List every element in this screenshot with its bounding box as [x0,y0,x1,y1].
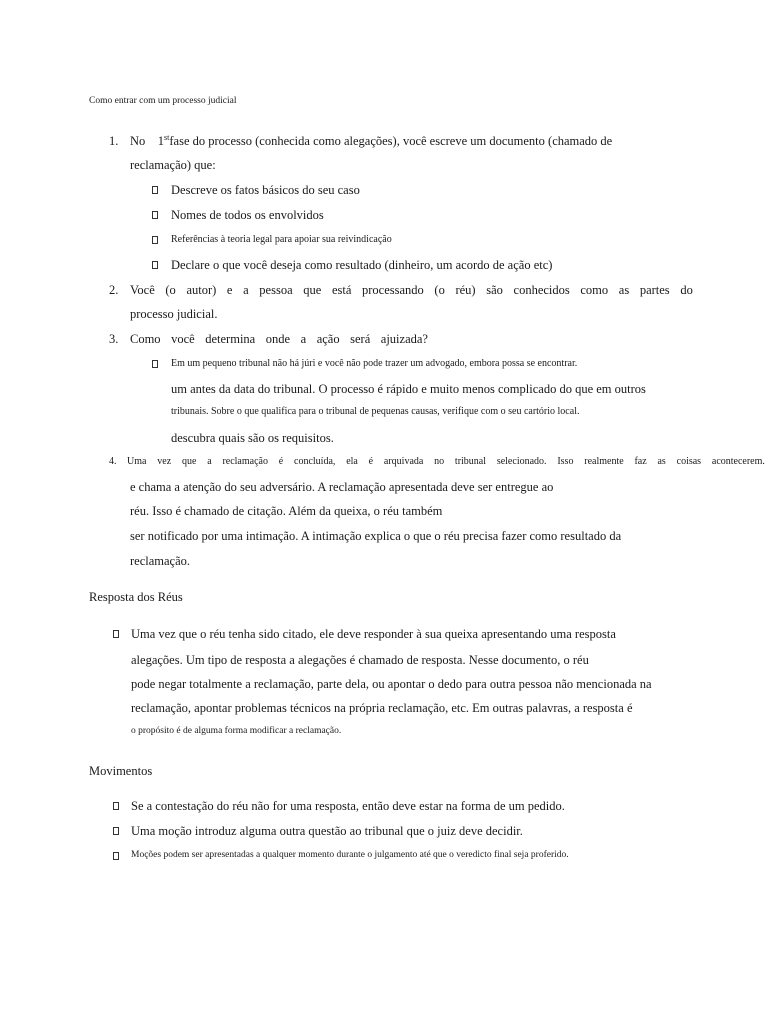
justified-word: ajuizada? [380,332,428,346]
item3-line3: tribunais. Sobre o que qualifica para o tribunal de pequenas causas, verifique com o seu cartório local. [171,406,580,417]
checkbox-bullet-icon [152,236,158,244]
item4-line1 [127,457,765,467]
document-title: Como entrar com um processo judicial [89,96,237,106]
justified-word: e [226,283,233,297]
item4-line5: reclamação. [130,554,191,568]
checkbox-bullet-icon [113,827,119,835]
section-heading-movimentos: Movimentos [89,764,153,778]
item3-line1 [130,333,428,346]
justified-word: é [368,456,374,467]
checkbox-bullet-icon [152,211,158,219]
justified-word: onde [265,332,291,346]
section-heading-resposta: Resposta dos Réus [89,590,183,604]
justified-word: a [300,332,307,346]
justified-word: no [434,456,445,467]
justified-word: processando [362,283,424,297]
justified-word: a [243,283,249,297]
justified-word: concluída, [294,456,336,467]
item2-line1 [130,284,693,297]
item3-line4: descubra quais são os requisitos. [171,431,334,445]
justified-word: conhecidos [513,283,570,297]
justified-word: realmente [584,456,624,467]
item1-pre: No [130,134,146,148]
justified-word: as [618,283,630,297]
item1-ordinal: 1 [157,134,165,148]
item1-bullet-2: Nomes de todos os envolvidos [171,208,324,222]
justified-word: ação [316,332,340,346]
checkbox-bullet-icon [113,852,119,860]
justified-word: selecionado. [496,456,547,467]
item1-bullet-3: Referências à teoria legal para apoiar sua reivindicação [171,234,392,245]
justified-word: coisas [676,456,702,467]
resposta-line2: alegações. Um tipo de resposta a alegações é chamado de resposta. Nesse documento, o réu [131,653,589,667]
justified-word: tribunal [454,456,487,467]
item4-line3: réu. Isso é chamado de citação. Além da queixa, o réu também [130,504,443,518]
item1-bullet-1: Descreve os fatos básicos do seu caso [171,183,360,197]
justified-word: Isso [557,456,574,467]
checkbox-bullet-icon [152,360,158,368]
resposta-line3: pode negar totalmente a reclamação, parte dela, ou apontar o dedo para outra pessoa não mencionada na [131,677,652,691]
resposta-line1: Uma vez que o réu tenha sido citado, ele deve responder à sua queixa apresentando uma resposta [131,627,616,641]
justified-word: reclamação [222,456,268,467]
justified-word: como [580,283,609,297]
item1-line1-rest: fase do processo (conhecida como alegações), você escreve um documento (chamado de [169,134,613,148]
list-number-1: 1. [109,134,119,148]
checkbox-bullet-icon [152,186,158,194]
justified-word: arquivada [383,456,424,467]
justified-word: determina [205,332,256,346]
justified-word: ela [346,456,358,467]
justified-word: faz [634,456,647,467]
justified-word: (o [165,283,176,297]
justified-word: partes [639,283,670,297]
movimentos-bullet-3: Moções podem ser apresentadas a qualquer momento durante o julgamento até que o veredicto final seja proferido. [131,850,569,860]
justified-word: Como [130,332,161,346]
justified-word: autor) [186,283,217,297]
item1-line2: reclamação) que: [130,158,216,172]
resposta-line5: o propósito é de alguma forma modificar a reclamação. [131,726,342,736]
list-number-2: 2. [109,283,119,297]
justified-word: réu) [455,283,476,297]
justified-word: acontecerem. [711,456,765,467]
item1-line1 [130,135,612,148]
item3-line2: um antes da data do tribunal. O processo é rápido e muito menos complicado do que em outros [171,382,646,396]
justified-word: são [486,283,503,297]
justified-word: que [181,456,197,467]
checkbox-bullet-icon [113,630,119,638]
justified-word: é [278,456,284,467]
justified-word: vez [157,456,172,467]
item1-ordinal-sup: st [164,133,170,142]
justified-word: você [171,332,195,346]
justified-word: está [331,283,352,297]
justified-word: pessoa [259,283,293,297]
item3-bullet-line1: Em um pequeno tribunal não há júri e você não pode trazer um advogado, embora possa se encontrar. [171,358,578,369]
justified-word: do [680,283,693,297]
justified-word: a [207,456,212,467]
list-number-4: 4. [109,456,117,467]
movimentos-bullet-2: Uma moção introduz alguma outra questão ao tribunal que o juiz deve decidir. [131,824,523,838]
item4-line2: e chama a atenção do seu adversário. A reclamação apresentada deve ser entregue ao [130,480,554,494]
movimentos-bullet-1: Se a contestação do réu não for uma resposta, então deve estar na forma de um pedido. [131,799,565,813]
item4-line4: ser notificado por uma intimação. A intimação explica o que o réu precisa fazer como resultado da [130,529,622,543]
list-number-3: 3. [109,332,119,346]
resposta-line4: reclamação, apontar problemas técnicos na própria reclamação, etc. Em outras palavras, a resposta é [131,701,633,715]
justified-word: será [350,332,371,346]
checkbox-bullet-icon [152,261,158,269]
item2-line2: processo judicial. [130,307,218,321]
justified-word: (o [434,283,445,297]
checkbox-bullet-icon [113,802,119,810]
item1-bullet-4: Declare o que você deseja como resultado (dinheiro, um acordo de ação etc) [171,258,553,272]
justified-word: Você [130,283,155,297]
justified-word: que [303,283,322,297]
justified-word: as [657,456,666,467]
justified-word: Uma [127,456,147,467]
